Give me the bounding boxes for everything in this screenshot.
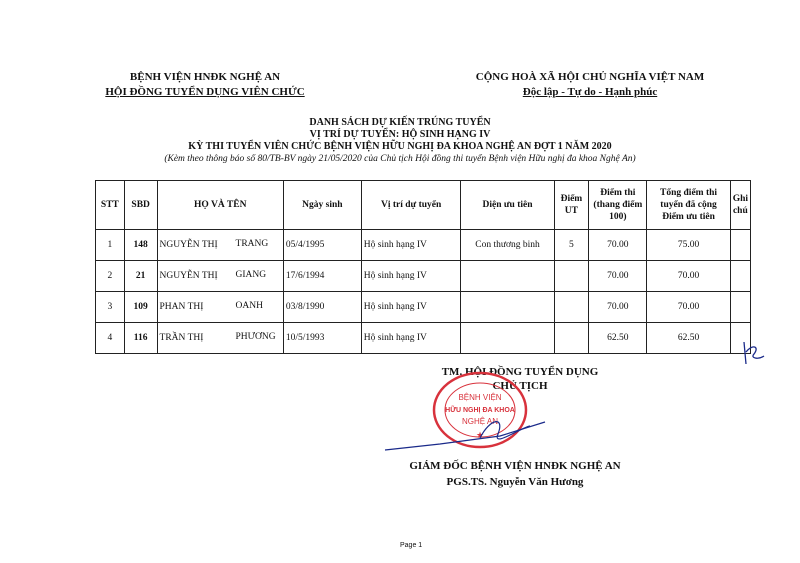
cell-position: Hộ sinh hạng IV <box>361 292 461 323</box>
table-row <box>96 323 751 354</box>
document-title <box>80 117 720 165</box>
page-number: Page 1 <box>400 542 423 549</box>
cell-stt: 3 <box>96 292 125 323</box>
cell-position: Hộ sinh hạng IV <box>361 323 461 354</box>
cell-ut <box>554 261 589 292</box>
cell-priority <box>461 292 554 323</box>
col-total: Tổng điểm thi tuyển đã cộng Điểm ưu tiên <box>647 181 730 230</box>
country-name: CỘNG HOÀ XÃ HỘI CHỦ NGHĨA VIỆT NAM <box>475 71 705 83</box>
cell-total: 62.50 <box>647 323 730 354</box>
cell-dob: 17/6/1994 <box>283 261 361 292</box>
cell-ut <box>554 323 589 354</box>
seal-star-icon: ★ <box>475 430 485 440</box>
cell-total: 75.00 <box>647 230 730 261</box>
col-ut-score: Điểm UT <box>554 181 589 230</box>
cell-stt: 2 <box>96 261 125 292</box>
cell-sbd: 148 <box>124 230 157 261</box>
col-note: Ghi chú <box>730 181 750 230</box>
col-sbd: SBD <box>124 181 157 230</box>
title-line-1: DANH SÁCH DỰ KIẾN TRÚNG TUYỂN <box>309 117 491 128</box>
cell-score: 70.00 <box>589 261 647 292</box>
cell-position: Hộ sinh hạng IV <box>361 261 461 292</box>
title-line-2: VỊ TRÍ DỰ TUYỂN: HỘ SINH HẠNG IV <box>309 129 491 140</box>
cell-sbd: 109 <box>124 292 157 323</box>
given-name: GIANG <box>235 270 267 280</box>
given-name: OANH <box>235 301 263 311</box>
cell-ut <box>554 292 589 323</box>
cell-priority <box>461 323 554 354</box>
organization-header <box>95 70 315 100</box>
handwritten-signature <box>380 408 550 458</box>
given-name: TRANG <box>235 239 269 249</box>
motto: Độc lập - Tự do - Hạnh phúc <box>522 86 658 98</box>
table-row <box>96 230 751 261</box>
signature-council: TM. HỘI ĐỒNG TUYỂN DỤNG <box>441 366 599 378</box>
national-header <box>465 70 715 100</box>
col-dob: Ngày sinh <box>283 181 361 230</box>
cell-name <box>157 323 283 354</box>
candidate-table <box>95 180 751 354</box>
col-stt: STT <box>96 181 125 230</box>
cell-stt: 1 <box>96 230 125 261</box>
family-name: TRẦN THỊ <box>159 333 204 343</box>
col-name: HỌ VÀ TÊN <box>157 181 283 230</box>
signature-role: CHỦ TỊCH <box>492 380 548 392</box>
cell-name <box>157 292 283 323</box>
title-note: (Kèm theo thông báo số 80/TB-BV ngày 21/05/2020 của Chủ tịch Hội đồng thi tuyển Bệnh viện Hữu nghị đa khoa Nghệ An) <box>164 154 636 164</box>
table-header-row <box>96 181 751 230</box>
given-name: PHƯƠNG <box>235 332 276 342</box>
cell-name <box>157 261 283 292</box>
seal-text-top: BỆNH VIỆN <box>458 393 502 402</box>
family-name: NGUYỄN THỊ <box>159 271 218 281</box>
table-row <box>96 261 751 292</box>
cell-ut: 5 <box>554 230 589 261</box>
table-row <box>96 292 751 323</box>
cell-note <box>730 261 750 292</box>
cell-priority: Con thương binh <box>461 230 554 261</box>
col-score: Điểm thi (thang điểm 100) <box>589 181 647 230</box>
signatory-block <box>380 458 650 490</box>
cell-dob: 05/4/1995 <box>283 230 361 261</box>
seal-text-mid: HỮU NGHỊ ĐA KHOA <box>445 407 515 414</box>
cell-priority <box>461 261 554 292</box>
council-name: HỘI ĐỒNG TUYỂN DỤNG VIÊN CHỨC <box>105 86 305 98</box>
cell-score: 70.00 <box>589 230 647 261</box>
cell-dob: 03/8/1990 <box>283 292 361 323</box>
cell-stt: 4 <box>96 323 125 354</box>
cell-score: 70.00 <box>589 292 647 323</box>
signatory-name: PGS.TS. Nguyễn Văn Hương <box>446 476 584 488</box>
cell-sbd: 21 <box>124 261 157 292</box>
cell-name <box>157 230 283 261</box>
initial-mark <box>738 338 768 368</box>
seal-text-bot: NGHỆ AN <box>461 417 499 426</box>
col-priority: Diện ưu tiên <box>461 181 554 230</box>
cell-total: 70.00 <box>647 292 730 323</box>
family-name: NGUYỄN THỊ <box>159 240 218 250</box>
cell-note <box>730 292 750 323</box>
title-line-3: KỲ THI TUYỂN VIÊN CHỨC BỆNH VIỆN HỮU NGHỊ ĐA KHOA NGHỆ AN ĐỢT 1 NĂM 2020 <box>188 141 612 152</box>
col-position: Vị trí dự tuyển <box>361 181 461 230</box>
cell-position: Hộ sinh hạng IV <box>361 230 461 261</box>
cell-dob: 10/5/1993 <box>283 323 361 354</box>
family-name: PHAN THỊ <box>159 302 204 312</box>
org-name: BỆNH VIỆN HNĐK NGHỆ AN <box>129 71 281 83</box>
cell-total: 70.00 <box>647 261 730 292</box>
cell-sbd: 116 <box>124 323 157 354</box>
cell-score: 62.50 <box>589 323 647 354</box>
cell-note <box>730 230 750 261</box>
signatory-title: GIÁM ĐỐC BỆNH VIỆN HNĐK NGHỆ AN <box>409 460 621 472</box>
